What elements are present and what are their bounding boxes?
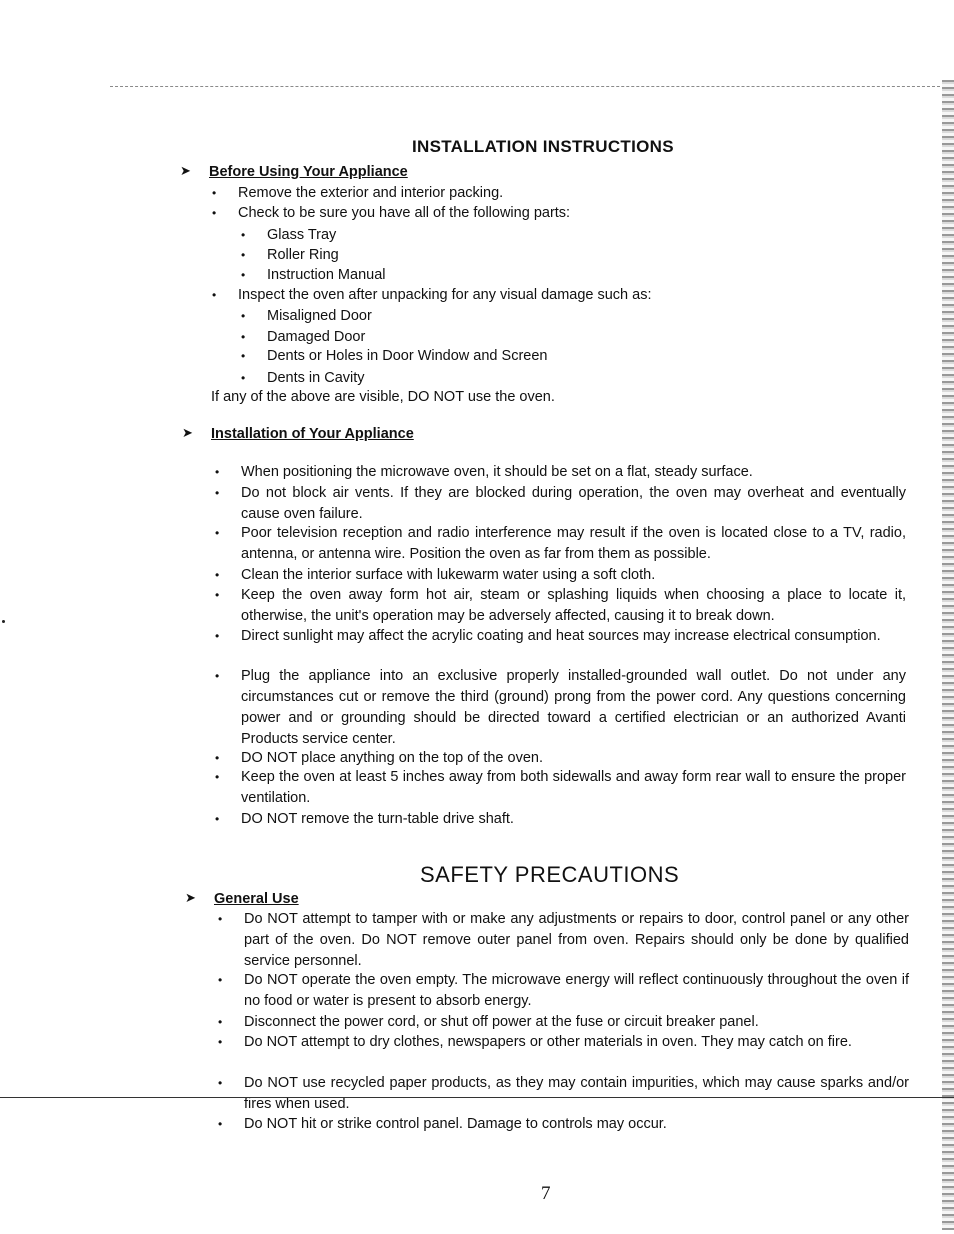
list-item: • Dents or Holes in Door Window and Screen (267, 346, 547, 366)
list-item: • Instruction Manual (267, 265, 385, 285)
list-item: • Check to be sure you have all of the following parts: (238, 203, 570, 223)
before-using-heading (180, 163, 408, 180)
list-item: • Damaged Door (267, 327, 365, 347)
list-item: • When positioning the microwave oven, it should be set on a flat, steady surface. (241, 462, 906, 483)
list-item: • Direct sunlight may affect the acrylic coating and heat sources may increase electrical consumption. (241, 626, 906, 647)
header-rule (110, 86, 940, 87)
list-item: • DO NOT remove the turn-table drive shaft. (241, 809, 906, 830)
list-item: • Clean the interior surface with lukewarm water using a soft cloth. (241, 565, 906, 586)
list-item: • Do NOT attempt to dry clothes, newspapers or other materials in oven. They may catch on fire. (244, 1032, 909, 1053)
scan-speck (2, 620, 5, 623)
installation-title: INSTALLATION INSTRUCTIONS (412, 137, 674, 156)
list-item: • Keep the oven at least 5 inches away from both sidewalls and away form rear wall to ensure the proper ventilation. (241, 767, 906, 809)
list-item: • Do NOT use recycled paper products, as they may contain impurities, which may cause sparks and/or fires when used. (244, 1073, 909, 1115)
list-item: • Inspect the oven after unpacking for any visual damage such as: (238, 285, 652, 305)
arrow-bullet-icon: ➤ (185, 890, 196, 905)
list-item: • Do not block air vents. If they are blocked during operation, the oven may overheat and eventually cause oven failure. (241, 483, 906, 525)
list-item: • DO NOT place anything on the top of the oven. (241, 748, 906, 769)
arrow-bullet-icon: ➤ (180, 163, 191, 178)
page-number: 7 (541, 1183, 551, 1204)
list-item: • Remove the exterior and interior packing. (238, 183, 503, 203)
list-item: • Roller Ring (267, 245, 339, 265)
list-item: • Dents in Cavity (267, 368, 365, 388)
before-using-heading-text: Before Using Your Appliance (209, 164, 408, 180)
installation-heading-text: Installation of Your Appliance (211, 426, 414, 442)
list-item: • Plug the appliance into an exclusive properly installed-grounded wall outlet. Do not under any circumstances cut or remove the third (ground) prong from the power cord. Any questions concerning power and or grounding should be directed toward a certified electrician or an authorized Avanti Products service center. (241, 666, 906, 750)
list-item: • Glass Tray (267, 225, 336, 245)
list-item: • Do NOT operate the oven empty. The microwave energy will reflect continuously throughout the oven if no food or water is present to absorb energy. (244, 970, 909, 1012)
installation-heading (182, 425, 414, 442)
general-use-heading-text: General Use (214, 891, 299, 907)
list-item: • Keep the oven away form hot air, steam or splashing liquids when choosing a place to locate it, otherwise, the unit's operation may be adversely affected, causing it to break down. (241, 585, 906, 627)
footer-rule (0, 1097, 954, 1098)
before-using-note: If any of the above are visible, DO NOT use the oven. (211, 389, 555, 405)
arrow-bullet-icon: ➤ (182, 425, 193, 440)
list-item: • Do NOT attempt to tamper with or make any adjustments or repairs to door, control panel or any other part of the oven. Do NOT remove outer panel from oven. Repairs should only be done by qualified service personnel. (244, 909, 909, 972)
list-item: • Poor television reception and radio interference may result if the oven is located close to a TV, radio, antenna, or antenna wire. Position the oven as far from them as possible. (241, 523, 906, 565)
list-item: • Do NOT hit or strike control panel. Damage to controls may occur. (244, 1114, 909, 1135)
safety-title: SAFETY PRECAUTIONS (420, 862, 680, 887)
scan-edge-artifact (942, 80, 954, 1230)
list-item: • Misaligned Door (267, 306, 372, 326)
general-use-heading (185, 890, 299, 907)
list-item: • Disconnect the power cord, or shut off power at the fuse or circuit breaker panel. (244, 1012, 909, 1033)
